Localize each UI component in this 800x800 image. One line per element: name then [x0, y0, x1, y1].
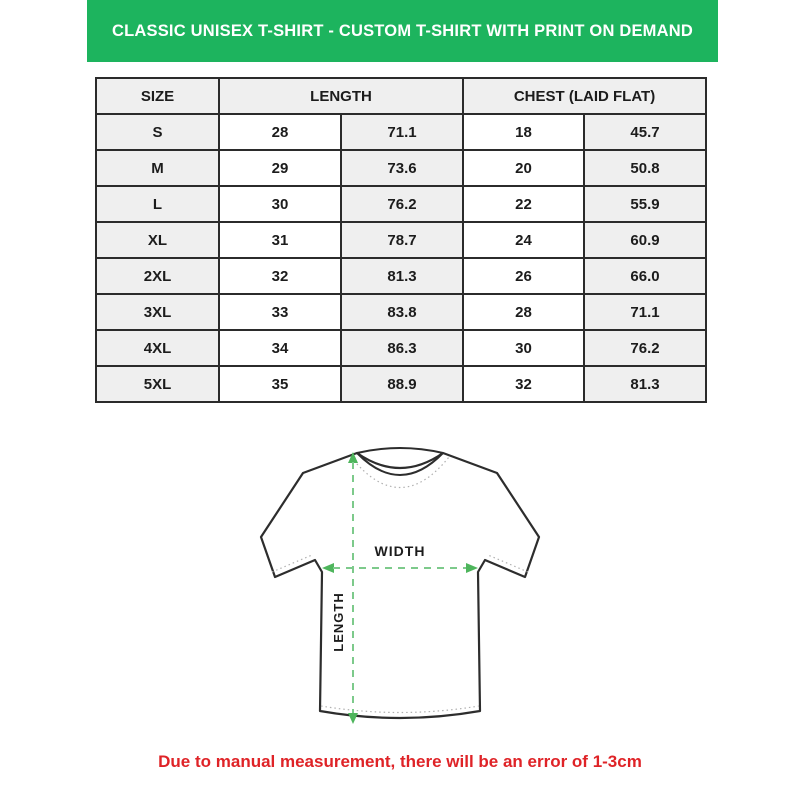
tshirt-measurement-diagram — [240, 430, 560, 750]
length-in-cell: 34 — [219, 330, 341, 366]
page-title: CLASSIC UNISEX T-SHIRT - CUSTOM T-SHIRT WITH PRINT ON DEMAND — [112, 21, 693, 40]
length-in-cell: 35 — [219, 366, 341, 402]
length-cm-cell: 88.9 — [341, 366, 463, 402]
table-row — [96, 150, 706, 186]
length-in-cell: 28 — [219, 114, 341, 150]
chest-cm-cell: 45.7 — [584, 114, 706, 150]
size-cell: L — [96, 186, 219, 222]
chest-cm-cell: 60.9 — [584, 222, 706, 258]
chest-cm-cell: 55.9 — [584, 186, 706, 222]
size-cell: XL — [96, 222, 219, 258]
tshirt-diagram-svg — [240, 430, 560, 750]
chest-in-cell: 20 — [463, 150, 584, 186]
size-cell: 4XL — [96, 330, 219, 366]
size-cell: S — [96, 114, 219, 150]
table-row — [96, 366, 706, 402]
length-cm-cell: 83.8 — [341, 294, 463, 330]
size-cell: 3XL — [96, 294, 219, 330]
tshirt-outline — [261, 453, 539, 718]
chest-cm-cell: 50.8 — [584, 150, 706, 186]
measurement-error-note: Due to manual measurement, there will be an error of 1-3cm — [158, 752, 642, 771]
length-in-cell: 30 — [219, 186, 341, 222]
table-row — [96, 114, 706, 150]
size-chart-table — [95, 77, 707, 403]
size-cell: 5XL — [96, 366, 219, 402]
chest-in-cell: 28 — [463, 294, 584, 330]
chest-in-cell: 26 — [463, 258, 584, 294]
size-cell: 2XL — [96, 258, 219, 294]
chest-in-cell: 30 — [463, 330, 584, 366]
table-row — [96, 330, 706, 366]
title-banner — [87, 0, 718, 62]
chest-in-cell: 24 — [463, 222, 584, 258]
length-column-header: LENGTH — [219, 78, 463, 114]
length-cm-cell: 81.3 — [341, 258, 463, 294]
chest-cm-cell: 66.0 — [584, 258, 706, 294]
length-cm-cell: 86.3 — [341, 330, 463, 366]
length-cm-cell: 71.1 — [341, 114, 463, 150]
table-row — [96, 222, 706, 258]
table-header-row — [96, 78, 706, 114]
chest-cm-cell: 81.3 — [584, 366, 706, 402]
chest-column-header: CHEST (LAID FLAT) — [463, 78, 706, 114]
length-in-cell: 33 — [219, 294, 341, 330]
length-cm-cell: 73.6 — [341, 150, 463, 186]
chest-in-cell: 22 — [463, 186, 584, 222]
length-in-cell: 31 — [219, 222, 341, 258]
chest-cm-cell: 71.1 — [584, 294, 706, 330]
length-in-cell: 29 — [219, 150, 341, 186]
table-row — [96, 258, 706, 294]
length-cm-cell: 76.2 — [341, 186, 463, 222]
chest-in-cell: 18 — [463, 114, 584, 150]
collar-back-line — [357, 448, 443, 453]
table-row — [96, 186, 706, 222]
length-label: LENGTH — [331, 592, 346, 652]
length-cm-cell: 78.7 — [341, 222, 463, 258]
width-label: WIDTH — [374, 543, 426, 559]
chest-in-cell: 32 — [463, 366, 584, 402]
chest-cm-cell: 76.2 — [584, 330, 706, 366]
size-cell: M — [96, 150, 219, 186]
size-column-header: SIZE — [96, 78, 219, 114]
length-in-cell: 32 — [219, 258, 341, 294]
table-row — [96, 294, 706, 330]
